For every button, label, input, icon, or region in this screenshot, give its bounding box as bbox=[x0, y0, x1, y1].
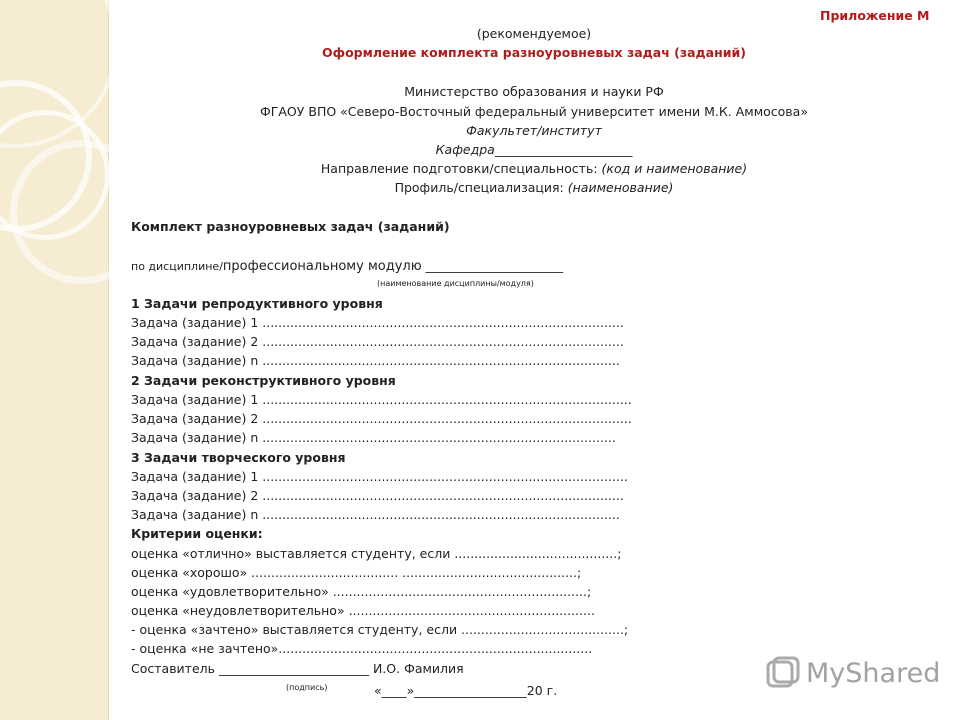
criteria-title: Критерии оценки: bbox=[131, 526, 263, 541]
direction-value: (код и наименование) bbox=[601, 161, 748, 176]
faculty-line: Факультет/институт bbox=[466, 123, 602, 138]
signature-caption: (подпись) bbox=[286, 683, 328, 692]
task-line: Задача (задание) 1 ........................................................................................... bbox=[131, 315, 624, 330]
task-line: Задача (задание) n .......................................................................................... bbox=[131, 353, 620, 368]
task-line: Задача (задание) 2 ........................................................................................... bbox=[131, 488, 624, 503]
discipline-label: по дисциплине/ bbox=[131, 260, 223, 273]
task-line: Задача (задание) 1 ............................................................................................ bbox=[131, 469, 628, 484]
discipline-line bbox=[131, 258, 563, 275]
criteria-item: оценка «удовлетворительно» ................................................................; bbox=[131, 584, 592, 599]
watermark-text: MyShared bbox=[806, 657, 941, 689]
appendix-label: Приложение М bbox=[820, 8, 930, 23]
criteria-item: оценка «неудовлетворительно» .............................................................. bbox=[131, 603, 595, 618]
document-title: Оформление комплекта разноуровневых задач (заданий) bbox=[322, 45, 746, 60]
composer-line: Составитель ________________________ И.О. Фамилия bbox=[131, 661, 464, 676]
ministry-line: Министерство образования и науки РФ bbox=[404, 84, 664, 99]
criteria-item: оценка «хорошо» ..................................... ............................................; bbox=[131, 565, 582, 580]
discipline-value: профессиональному модулю bbox=[222, 259, 422, 274]
profile-line bbox=[108, 180, 960, 196]
criteria-item: - оценка «зачтено» выставляется студенту, если .........................................; bbox=[131, 622, 629, 637]
profile-value: (наименование) bbox=[567, 180, 674, 195]
section-title: 1 Задачи репродуктивного уровня bbox=[131, 296, 383, 311]
task-line: Задача (задание) 1 ............................................................................................. bbox=[131, 392, 632, 407]
set-title: Комплект разноуровневых задач (заданий) bbox=[131, 219, 450, 234]
task-line: Задача (задание) n .......................................................................................... bbox=[131, 507, 620, 522]
direction-line bbox=[108, 161, 960, 177]
recommended-note: (рекомендуемое) bbox=[476, 26, 592, 41]
myshared-logo-icon bbox=[766, 656, 800, 690]
task-line: Задача (задание) n ......................................................................................... bbox=[131, 430, 616, 445]
department-line: Кафедра______________________ bbox=[435, 142, 633, 157]
task-line: Задача (задание) 2 ............................................................................................. bbox=[131, 411, 632, 426]
date-line: «____»__________________20 г. bbox=[374, 683, 558, 698]
decorative-sidebar bbox=[0, 0, 109, 720]
university-line: ФГАОУ ВПО «Северо-Восточный федеральный университет имени М.К. Аммосова» bbox=[260, 104, 808, 119]
decorative-circle bbox=[0, 0, 118, 148]
criteria-item: оценка «отлично» выставляется студенту, если .........................................; bbox=[131, 546, 622, 561]
task-line: Задача (задание) 2 ........................................................................................... bbox=[131, 334, 624, 349]
section-title: 3 Задачи творческого уровня bbox=[131, 450, 346, 465]
discipline-caption: (наименование дисциплины/модуля) bbox=[377, 279, 534, 288]
profile-label: Профиль/специализация: bbox=[394, 180, 568, 195]
myshared-watermark bbox=[766, 654, 940, 692]
direction-label: Направление подготовки/специальность: bbox=[320, 161, 602, 176]
discipline-underline: ______________________ bbox=[421, 258, 564, 273]
criteria-item: - оценка «не зачтено»............................................................................... bbox=[131, 641, 593, 656]
section-title: 2 Задачи реконструктивного уровня bbox=[131, 373, 396, 388]
